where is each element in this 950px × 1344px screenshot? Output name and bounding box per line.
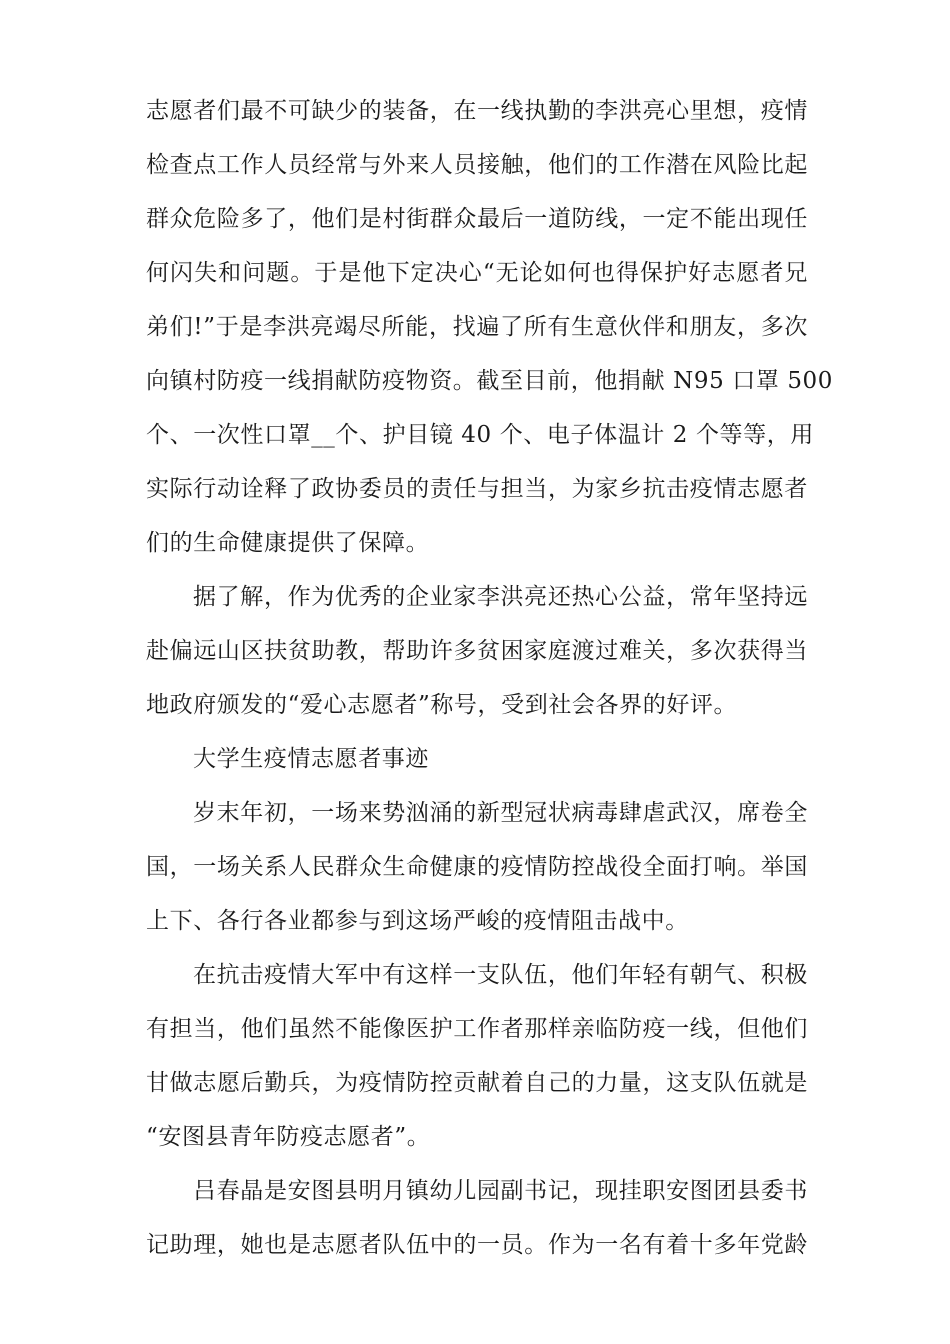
- text-line: 弟们!”于是李洪亮竭尽所能，找遍了所有生意伙伴和朋友，多次: [146, 314, 808, 340]
- paragraph-p3: [146, 786, 808, 948]
- text-line: 国，一场关系人民群众生命健康的疫情防控战役全面打响。举国: [146, 854, 808, 880]
- paragraph-p4: [146, 948, 808, 1164]
- text-line: 地政府颁发的“爱心志愿者”称号，受到社会各界的好评。: [146, 692, 738, 718]
- text-line: 何闪失和问题。于是他下定决心“无论如何也得保护好志愿者兄: [146, 260, 808, 286]
- paragraph-p5: [146, 1164, 808, 1272]
- text-line: 上下、各行各业都参与到这场严峻的疫情阻击战中。: [146, 908, 689, 934]
- text-line: 据了解，作为优秀的企业家李洪亮还热心公益，常年坚持远: [193, 584, 808, 610]
- text-line: 向镇村防疫一线捐献防疫物资。截至目前，他捐献 N95 口罩 500: [146, 368, 834, 394]
- text-line: 个、一次性口罩__个、护目镜 40 个、电子体温计 2 个等等，用: [146, 422, 814, 448]
- paragraph-p2: [146, 570, 808, 732]
- text-line: 记助理，她也是志愿者队伍中的一员。作为一名有着十多年党龄: [146, 1232, 808, 1258]
- text-line: 吕春晶是安图县明月镇幼儿园副书记，现挂职安图团县委书: [193, 1178, 808, 1204]
- text-line: 群众危险多了，他们是村街群众最后一道防线，一定不能出现任: [146, 206, 808, 232]
- text-line: 赴偏远山区扶贫助教，帮助许多贫困家庭渡过难关，多次获得当: [146, 638, 808, 664]
- text-line: 甘做志愿后勤兵，为疫情防控贡献着自己的力量，这支队伍就是: [146, 1070, 808, 1096]
- document-body: [146, 84, 834, 1272]
- text-line: “安图县青年防疫志愿者”。: [146, 1124, 431, 1150]
- text-line: 检查点工作人员经常与外来人员接触，他们的工作潜在风险比起: [146, 152, 808, 178]
- text-line: 志愿者们最不可缺少的装备，在一线执勤的李洪亮心里想，疫情: [146, 98, 808, 124]
- text-line: 岁末年初，一场来势汹涌的新型冠状病毒肆虐武汉，席卷全: [193, 800, 808, 826]
- text-line: 有担当，他们虽然不能像医护工作者那样亲临防疫一线，但他们: [146, 1016, 808, 1042]
- paragraph-p1: [146, 84, 834, 570]
- text-line: 在抗击疫情大军中有这样一支队伍，他们年轻有朝气、积极: [193, 962, 808, 988]
- text-line: 们的生命健康提供了保障。: [146, 530, 430, 556]
- text-line: 实际行动诠释了政协委员的责任与担当，为家乡抗击疫情志愿者: [146, 476, 808, 502]
- section-heading: 大学生疫情志愿者事迹: [193, 746, 429, 772]
